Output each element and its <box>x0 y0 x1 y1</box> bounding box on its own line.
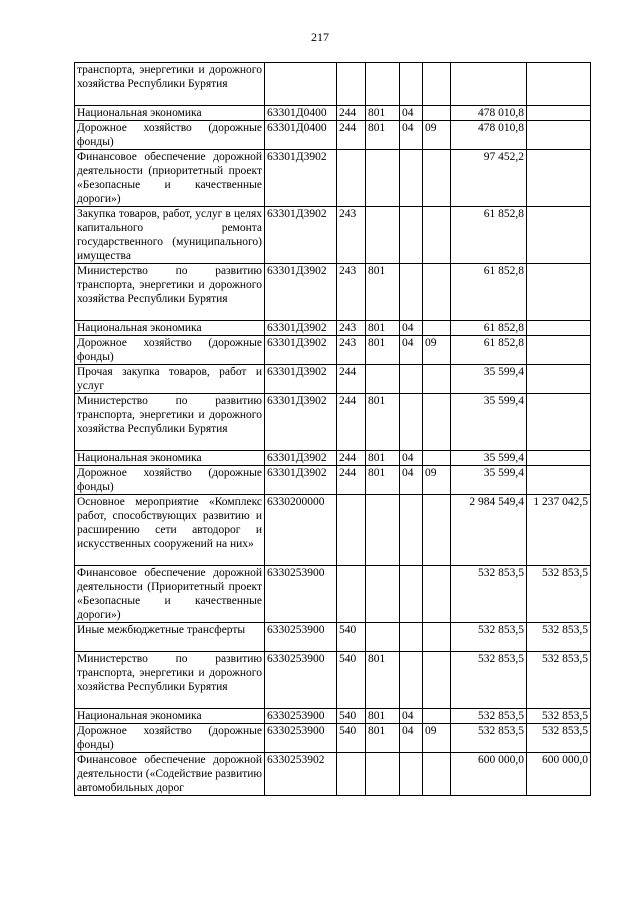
row-amount-1: 532 853,5 <box>451 709 527 724</box>
row-section <box>400 207 423 264</box>
row-name: Финансовое обеспечение дорожной деятельности (приоритетный проект «Безопасные и качественные дороги») <box>75 150 265 207</box>
row-amount-1: 532 853,5 <box>451 566 527 623</box>
row-target-code: 63301Д3902 <box>265 394 337 451</box>
row-admin-code <box>366 566 400 623</box>
row-expense-type <box>337 150 366 207</box>
row-amount-2 <box>527 106 591 121</box>
row-target-code: 63301Д0400 <box>265 106 337 121</box>
row-target-code: 63301Д3902 <box>265 336 337 365</box>
row-name: транспорта, энергетики и дорожного хозяйства Республики Бурятия <box>75 63 265 106</box>
table-row <box>75 495 591 566</box>
table-row <box>75 321 591 336</box>
row-name: Финансовое обеспечение дорожной деятельности («Содействие развитию автомобильных дорог <box>75 753 265 796</box>
table-row <box>75 709 591 724</box>
row-subsection: 09 <box>423 336 451 365</box>
row-subsection <box>423 623 451 652</box>
row-admin-code: 801 <box>366 451 400 466</box>
table-row <box>75 207 591 264</box>
row-name: Дорожное хозяйство (дорожные фонды) <box>75 724 265 753</box>
row-target-code <box>265 63 337 106</box>
table-row <box>75 106 591 121</box>
row-amount-2 <box>527 150 591 207</box>
table-row <box>75 121 591 150</box>
row-name: Прочая закупка товаров, работ и услуг <box>75 365 265 394</box>
row-amount-2 <box>527 264 591 321</box>
row-amount-1 <box>451 63 527 106</box>
table-row <box>75 150 591 207</box>
row-section <box>400 623 423 652</box>
row-expense-type: 540 <box>337 709 366 724</box>
row-admin-code: 801 <box>366 466 400 495</box>
row-subsection <box>423 709 451 724</box>
row-expense-type <box>337 495 366 566</box>
row-amount-2 <box>527 336 591 365</box>
row-section <box>400 394 423 451</box>
row-expense-type: 540 <box>337 623 366 652</box>
row-subsection <box>423 365 451 394</box>
row-target-code: 6330253900 <box>265 652 337 709</box>
table-row <box>75 63 591 106</box>
row-admin-code: 801 <box>366 121 400 150</box>
row-amount-2: 600 000,0 <box>527 753 591 796</box>
row-expense-type: 244 <box>337 121 366 150</box>
row-subsection <box>423 394 451 451</box>
row-expense-type: 243 <box>337 336 366 365</box>
row-target-code: 63301Д3902 <box>265 150 337 207</box>
row-section: 04 <box>400 466 423 495</box>
row-amount-1: 35 599,4 <box>451 365 527 394</box>
row-subsection <box>423 264 451 321</box>
row-name: Министерство по развитию транспорта, энергетики и дорожного хозяйства Республики Бурятия <box>75 394 265 451</box>
row-name: Дорожное хозяйство (дорожные фонды) <box>75 336 265 365</box>
row-expense-type: 244 <box>337 394 366 451</box>
row-name: Министерство по развитию транспорта, энергетики и дорожного хозяйства Республики Бурятия <box>75 264 265 321</box>
row-name: Основное мероприятие «Комплекс работ, способствующих развитию и расширению сети автодорог и искусственных сооружений на них» <box>75 495 265 566</box>
row-name: Дорожное хозяйство (дорожные фонды) <box>75 121 265 150</box>
row-name: Национальная экономика <box>75 709 265 724</box>
row-amount-1: 478 010,8 <box>451 106 527 121</box>
row-target-code: 6330253900 <box>265 623 337 652</box>
row-name: Национальная экономика <box>75 321 265 336</box>
row-section <box>400 264 423 321</box>
row-section <box>400 566 423 623</box>
row-admin-code <box>366 623 400 652</box>
row-section: 04 <box>400 106 423 121</box>
row-amount-1: 600 000,0 <box>451 753 527 796</box>
row-expense-type: 243 <box>337 321 366 336</box>
row-amount-2 <box>527 451 591 466</box>
page-number: 217 <box>311 30 329 44</box>
row-subsection <box>423 451 451 466</box>
row-target-code: 6330253900 <box>265 724 337 753</box>
row-amount-2: 532 853,5 <box>527 623 591 652</box>
row-name: Иные межбюджетные трансферты <box>75 623 265 652</box>
row-target-code: 63301Д3902 <box>265 466 337 495</box>
row-amount-1: 35 599,4 <box>451 466 527 495</box>
row-subsection: 09 <box>423 121 451 150</box>
row-amount-2 <box>527 121 591 150</box>
row-name: Дорожное хозяйство (дорожные фонды) <box>75 466 265 495</box>
row-admin-code: 801 <box>366 652 400 709</box>
row-section: 04 <box>400 336 423 365</box>
row-amount-1: 2 984 549,4 <box>451 495 527 566</box>
row-amount-1: 61 852,8 <box>451 336 527 365</box>
row-admin-code <box>366 365 400 394</box>
row-section: 04 <box>400 321 423 336</box>
row-admin-code <box>366 207 400 264</box>
row-amount-2 <box>527 63 591 106</box>
table-row <box>75 394 591 451</box>
row-amount-1: 532 853,5 <box>451 623 527 652</box>
row-target-code: 63301Д3902 <box>265 207 337 264</box>
row-expense-type: 540 <box>337 724 366 753</box>
row-expense-type: 244 <box>337 451 366 466</box>
row-target-code: 63301Д3902 <box>265 321 337 336</box>
row-name: Национальная экономика <box>75 451 265 466</box>
row-subsection <box>423 150 451 207</box>
row-admin-code: 801 <box>366 709 400 724</box>
row-subsection <box>423 566 451 623</box>
row-amount-2: 532 853,5 <box>527 652 591 709</box>
row-target-code: 63301Д3902 <box>265 365 337 394</box>
row-amount-1: 35 599,4 <box>451 394 527 451</box>
row-admin-code: 801 <box>366 264 400 321</box>
row-amount-2 <box>527 394 591 451</box>
row-section <box>400 150 423 207</box>
row-section <box>400 495 423 566</box>
row-target-code: 6330253900 <box>265 709 337 724</box>
row-target-code: 63301Д3902 <box>265 264 337 321</box>
row-section: 04 <box>400 709 423 724</box>
row-expense-type: 244 <box>337 466 366 495</box>
row-amount-2 <box>527 321 591 336</box>
row-subsection: 09 <box>423 724 451 753</box>
row-subsection: 09 <box>423 466 451 495</box>
row-expense-type <box>337 566 366 623</box>
row-admin-code: 801 <box>366 106 400 121</box>
row-target-code: 6330200000 <box>265 495 337 566</box>
row-admin-code <box>366 150 400 207</box>
row-subsection <box>423 753 451 796</box>
row-admin-code: 801 <box>366 394 400 451</box>
row-subsection <box>423 63 451 106</box>
row-expense-type: 244 <box>337 106 366 121</box>
row-subsection <box>423 207 451 264</box>
table-row <box>75 724 591 753</box>
row-amount-1: 97 452,2 <box>451 150 527 207</box>
row-amount-2: 532 853,5 <box>527 566 591 623</box>
row-expense-type: 243 <box>337 207 366 264</box>
row-name: Министерство по развитию транспорта, энергетики и дорожного хозяйства Республики Бурятия <box>75 652 265 709</box>
row-subsection <box>423 321 451 336</box>
row-admin-code: 801 <box>366 321 400 336</box>
row-amount-1: 61 852,8 <box>451 207 527 264</box>
row-amount-1: 61 852,8 <box>451 264 527 321</box>
row-expense-type: 244 <box>337 365 366 394</box>
row-section: 04 <box>400 451 423 466</box>
row-amount-1: 35 599,4 <box>451 451 527 466</box>
row-section: 04 <box>400 724 423 753</box>
table-row <box>75 336 591 365</box>
row-amount-2 <box>527 466 591 495</box>
table-row <box>75 466 591 495</box>
row-name: Финансовое обеспечение дорожной деятельности (Приоритетный проект «Безопасные и качественные дороги») <box>75 566 265 623</box>
row-amount-2: 1 237 042,5 <box>527 495 591 566</box>
budget-table-body <box>75 63 591 796</box>
row-admin-code: 801 <box>366 336 400 365</box>
row-section <box>400 365 423 394</box>
row-expense-type <box>337 753 366 796</box>
table-row <box>75 566 591 623</box>
row-expense-type <box>337 63 366 106</box>
row-section <box>400 753 423 796</box>
table-row <box>75 753 591 796</box>
table-row <box>75 652 591 709</box>
row-section: 04 <box>400 121 423 150</box>
row-target-code: 63301Д0400 <box>265 121 337 150</box>
row-section <box>400 63 423 106</box>
row-name: Национальная экономика <box>75 106 265 121</box>
row-target-code: 63301Д3902 <box>265 451 337 466</box>
row-admin-code <box>366 63 400 106</box>
table-row <box>75 365 591 394</box>
row-amount-2 <box>527 207 591 264</box>
row-amount-2 <box>527 365 591 394</box>
row-amount-1: 61 852,8 <box>451 321 527 336</box>
budget-table <box>74 62 591 796</box>
row-admin-code <box>366 753 400 796</box>
row-section <box>400 652 423 709</box>
row-expense-type: 540 <box>337 652 366 709</box>
row-amount-2: 532 853,5 <box>527 709 591 724</box>
row-subsection <box>423 106 451 121</box>
row-target-code: 6330253900 <box>265 566 337 623</box>
table-row <box>75 623 591 652</box>
table-row <box>75 264 591 321</box>
row-amount-1: 532 853,5 <box>451 652 527 709</box>
row-subsection <box>423 495 451 566</box>
row-target-code: 6330253902 <box>265 753 337 796</box>
row-admin-code <box>366 495 400 566</box>
row-name: Закупка товаров, работ, услуг в целях капитального ремонта государственного (муниципального) имущества <box>75 207 265 264</box>
table-row <box>75 451 591 466</box>
row-amount-1: 478 010,8 <box>451 121 527 150</box>
row-expense-type: 243 <box>337 264 366 321</box>
row-subsection <box>423 652 451 709</box>
row-amount-1: 532 853,5 <box>451 724 527 753</box>
row-amount-2: 532 853,5 <box>527 724 591 753</box>
row-admin-code: 801 <box>366 724 400 753</box>
